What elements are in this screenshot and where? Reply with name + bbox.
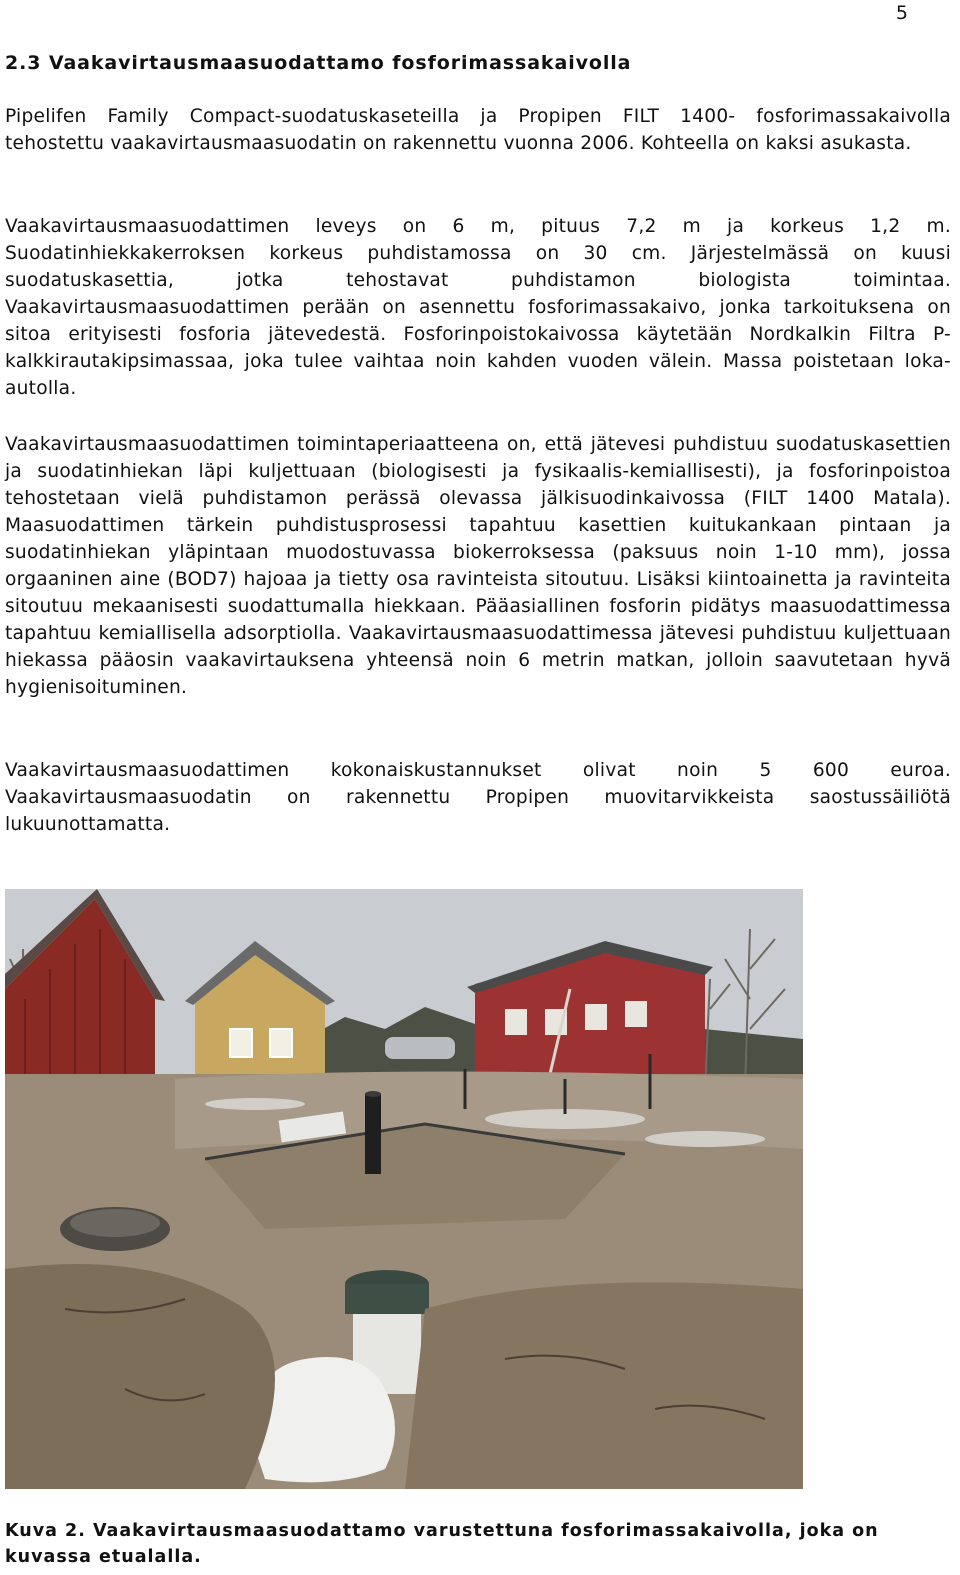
paragraph-costs: Vaakavirtausmaasuodattimen kokonaiskustannukset olivat noin 5 600 euroa. Vaakavirtausmaasuodatin on rakennettu Propipen muovitarvikkeista saostussäiliötä lukuunottamatta.: [5, 760, 951, 835]
site-photo: [5, 889, 803, 1489]
site-photo-illustration: [5, 889, 803, 1489]
paragraph-operation: Vaakavirtausmaasuodattimen toimintaperiaatteena on, että jätevesi puhdistuu suodatuskasettien ja suodatinhiekan läpi kuljettuaan (biologisesti ja fysikaalis-kemiallisesti), ja fosforinpoistoa tehostetaan vielä puhdistamon perässä olevassa jälkisuodinkaivossa (FILT 1400 Matala). Maasuodattimen tärkein puhdistusprosessi tapahtuu kasettien kuitukankaan pintaan ja suodatinhiekan yläpintaan muodostuvassa biokerroksessa (paksuus noin 1-10 mm), jossa orgaaninen aine (BOD7) hajoaa ja tietty osa ravinteista sitoutuu. Lisäksi kiintoainetta ja ravinteita sitoutuu mekaanisesti suodattumalla hiekkaan. Pääasiallinen fosforin pidätys maasuodattimessa tapahtuu kemiallisella adsorptiolla. Vaakavirtausmaasuodattimessa jätevesi puhdistuu kuljettuaan hiekassa pääosin vaakavirtauksena yhteensä noin 6 metrin matkan, jolloin saavutetaan hyvä hygienisoituminen.: [5, 434, 951, 698]
figure-caption: Kuva 2. Vaakavirtausmaasuodattamo varustettuna fosforimassakaivolla, joka on kuvassa etualalla.: [5, 1521, 879, 1567]
trench-right: [405, 1282, 803, 1489]
house-window: [230, 1029, 252, 1057]
parked-car: [385, 1037, 455, 1059]
paragraph-dimensions: Vaakavirtausmaasuodattimen leveys on 6 m, pituus 7,2 m ja korkeus 1,2 m. Suodatinhiekkakerroksen korkeus puhdistamossa on 30 cm. Järjestelmässä on kuusi suodatuskasettia, jotka tehostavat puhdistamon biologista toimintaa. Vaakavirtausmaasuodattimen perään on asennettu fosforimassakaivo, jonka tarkoituksena on sitoa erityisesti fosforia jätevedestä. Fosforinpoistokaivossa käytetään Nordkalkin Filtra P-kalkkirautakipsimassaa, joka tulee vaihtaa noin kahden vuoden välein. Massa poistetaan loka-autolla.: [5, 216, 951, 399]
page-number: 5: [895, 2, 908, 24]
vent-pipe: [365, 1094, 381, 1174]
section-heading: 2.3 Vaakavirtausmaasuodattamo fosforimassakaivolla: [5, 52, 632, 74]
paragraph-intro: Pipelifen Family Compact-suodatuskaseteilla ja Propipen FILT 1400- fosforimassakaivolla tehostettu vaakavirtausmaasuodatin on rakennettu vuonna 2006. Kohteella on kaksi asukasta.: [5, 106, 951, 154]
house-window: [270, 1029, 292, 1057]
